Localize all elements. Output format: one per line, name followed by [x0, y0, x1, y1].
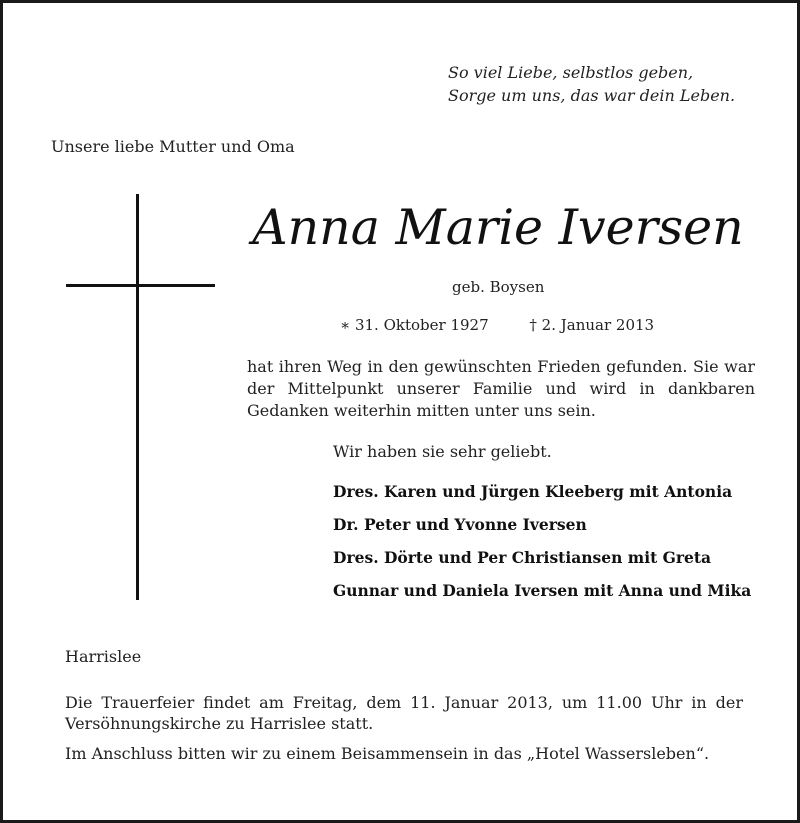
family-member: Gunnar und Daniela Iversen mit Anna und Mika	[333, 581, 752, 600]
family-member: Dr. Peter und Yvonne Iversen	[333, 515, 587, 534]
family-member: Dres. Karen und Jürgen Kleeberg mit Antonia	[333, 482, 733, 501]
funeral-info: Die Trauerfeier findet am Freitag, dem 11. Januar 2013, um 11.00 Uhr in der Versöhnungskirche zu Harrislee statt.	[65, 693, 743, 733]
deceased-name: Anna Marie Iversen	[252, 199, 744, 256]
life-dates	[340, 316, 654, 334]
maiden-name: geb. Boysen	[452, 278, 545, 296]
motto-line-2: Sorge um uns, das war dein Leben.	[448, 86, 736, 105]
obituary-body: hat ihren Weg in den gewünschten Frieden gefunden. Sie war der Mittelpunkt unserer Familie und wird in dankbaren Gedanken weiterhin mitten unter uns sein.	[247, 357, 755, 420]
loved-statement: Wir haben sie sehr geliebt.	[333, 442, 552, 461]
motto-verse	[448, 61, 735, 107]
cross-icon-horizontal	[66, 284, 215, 287]
place-name: Harrislee	[65, 647, 142, 666]
cross-icon-vertical	[136, 194, 139, 600]
family-member: Dres. Dörte und Per Christiansen mit Greta	[333, 548, 712, 567]
birth-date: ∗ 31. Oktober 1927	[340, 316, 489, 334]
death-date: † 2. Januar 2013	[529, 316, 655, 334]
family-list	[333, 481, 751, 613]
motto-line-1: So viel Liebe, selbstlos geben,	[448, 63, 694, 82]
intro-text: Unsere liebe Mutter und Oma	[51, 137, 295, 156]
gathering-info: Im Anschluss bitten wir zu einem Beisammensein in das „Hotel Wassersleben“.	[65, 744, 710, 763]
